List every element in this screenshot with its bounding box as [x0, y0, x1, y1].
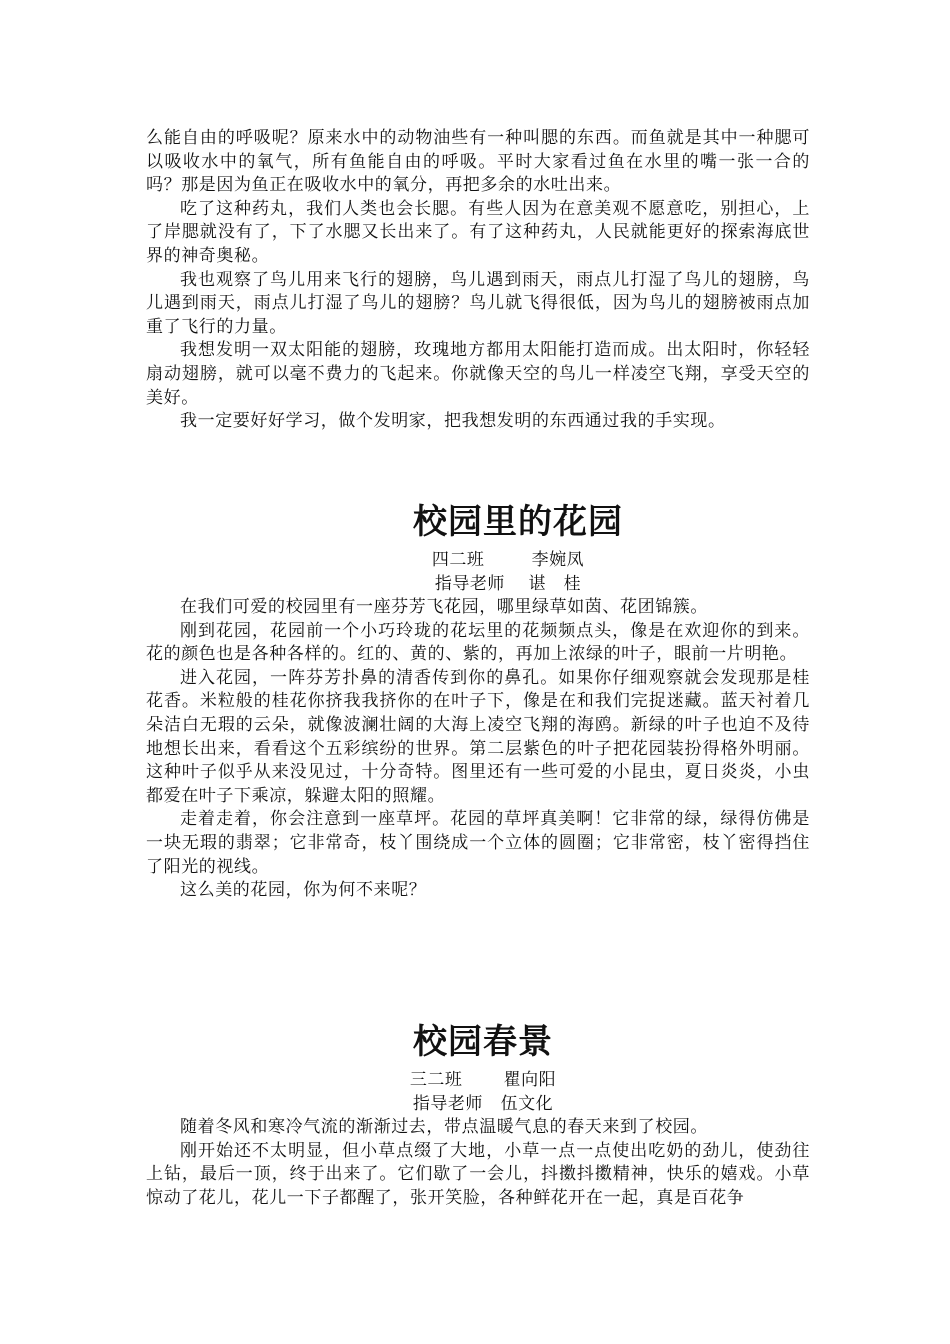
essay-title: 校园春景 — [413, 1022, 553, 1062]
paragraph: 这么美的花园，你为何不来呢？ — [180, 880, 427, 901]
paragraph: 我也观察了鸟儿用来飞行的翅膀，鸟儿遇到雨天，雨点儿打湿了鸟儿的翅膀，鸟儿遇到雨天，雨点儿打湿了鸟儿的翅膀？鸟儿就飞得很低，因为鸟儿的翅膀被雨点加重了飞行的力量。 — [146, 269, 810, 337]
paragraph: 刚到花园，花园前一个小巧玲珑的花坛里的花频频点头，像是在欢迎你的到来。花的颜色也是各种各样的。红的、黄的、紫的，再加上浓绿的叶子，眼前一片明艳。 — [146, 620, 810, 665]
paragraph: 么能自由的呼吸呢？原来水中的动物油些有一种叫腮的东西。而鱼就是其中一种腮可以吸收水中的氧气，所有鱼能自由的呼吸。平时大家看过鱼在水里的嘴一张一合的吗？那是因为鱼正在吸收水中的氧分，再把多余的水吐出来。 — [146, 128, 810, 196]
paragraph: 在我们可爱的校园里有一座芬芳飞花园，哪里绿草如茵、花团锦簇。 — [180, 597, 708, 617]
paragraph: 我想发明一双太阳能的翅膀，玫瑰地方都用太阳能打造而成。出太阳时，你轻轻扇动翅膀，就可以毫不费力的飞起来。你就像天空的鸟儿一样凌空飞翔，享受天空的美好。 — [146, 340, 810, 408]
paragraph: 刚开始还不太明显，但小草点缀了大地，小草一点一点使出吃奶的劲儿，使劲往上钻，最后一顶，终于出来了。它们歇了一会儿，抖擞抖擞精神，快乐的嬉戏。小草惊动了花儿，花儿一下子都醒了，张开笑脸，各种鲜花开在一起，真是百花争 — [146, 1140, 810, 1208]
paragraph: 进入花园，一阵芬芳扑鼻的清香传到你的鼻孔。如果你仔细观察就会发现那是桂花香。米粒般的桂花你挤我我挤你的在叶子下，像是在和我们完捉迷藏。蓝天衬着几朵洁白无瑕的云朵，就像波澜壮阔的大海上凌空飞翔的海鸥。新绿的叶子也迫不及待地想长出来，看看这个五彩缤纷的世界。第二层紫色的叶子把花园装扮得格外明丽。这种叶子似乎从来没见过，十分奇特。图里还有一些可爱的小昆虫，夏日炎炎，小虫都爱在叶子下乘凉，躲避太阳的照耀。 — [146, 667, 810, 806]
paragraph: 走着走着，你会注意到一座草坪。花园的草坪真美啊！它非常的绿，绿得仿佛是一块无瑕的翡翠；它非常奇，枝丫围绕成一个立体的圆圈；它非常密，枝丫密得挡住了阳光的视线。 — [146, 809, 810, 877]
section-essay-spring — [146, 1020, 810, 1210]
paragraph: 我一定要好好学习，做个发明家，把我想发明的东西通过我的手实现。 — [180, 411, 726, 432]
author-line: 四二班 李婉凤 — [431, 550, 585, 570]
teacher-line: 指导老师 伍文化 — [412, 1094, 554, 1114]
section-essay-garden — [146, 500, 810, 903]
essay-title: 校园里的花园 — [413, 502, 623, 542]
section-continued-essay — [146, 127, 810, 434]
teacher-line: 指导老师 谌 桂 — [434, 574, 582, 594]
author-line: 三二班 瞿向阳 — [409, 1070, 557, 1090]
paragraph: 随着冬风和寒冷气流的渐渐过去，带点温暖气息的春天来到了校园。 — [180, 1117, 708, 1137]
paragraph: 吃了这种药丸，我们人类也会长腮。有些人因为在意美观不愿意吃，别担心，上了岸腮就没有了，下了水腮又长出来了。有了这种药丸，人民就能更好的探索海底世界的神奇奥秘。 — [146, 198, 810, 266]
